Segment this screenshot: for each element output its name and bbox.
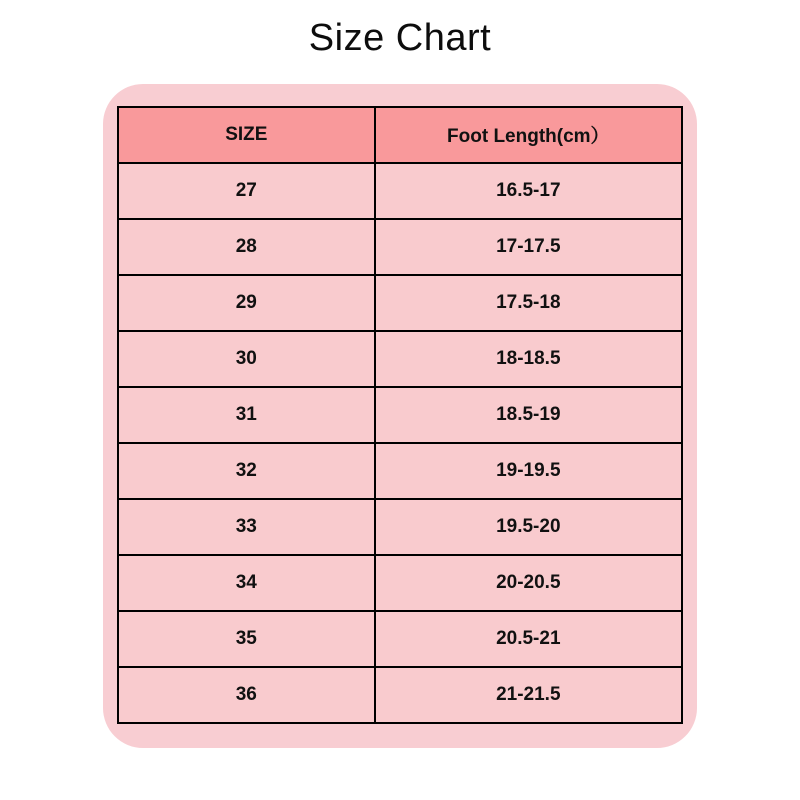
table-row <box>118 331 682 387</box>
foot-length-cell: 19-19.5 <box>375 443 682 499</box>
table-header-row <box>118 107 682 163</box>
table-row <box>118 163 682 219</box>
table-row <box>118 387 682 443</box>
size-cell: 28 <box>118 219 375 275</box>
size-cell: 33 <box>118 499 375 555</box>
size-cell: 27 <box>118 163 375 219</box>
page-title: Size Chart <box>308 17 492 59</box>
size-cell: 30 <box>118 331 375 387</box>
foot-length-cell: 20-20.5 <box>375 555 682 611</box>
foot-length-cell: 17-17.5 <box>375 219 682 275</box>
table-row <box>118 611 682 667</box>
foot-length-cell: 18.5-19 <box>375 387 682 443</box>
foot-length-cell: 21-21.5 <box>375 667 682 723</box>
size-cell: 36 <box>118 667 375 723</box>
foot-length-cell: 20.5-21 <box>375 611 682 667</box>
table-row <box>118 219 682 275</box>
size-chart-table <box>117 106 683 724</box>
size-chart-panel <box>103 84 697 748</box>
table-row <box>118 499 682 555</box>
table-row <box>118 667 682 723</box>
size-cell: 35 <box>118 611 375 667</box>
size-cell: 32 <box>118 443 375 499</box>
table-row <box>118 443 682 499</box>
foot-length-cell: 17.5-18 <box>375 275 682 331</box>
column-header-size: SIZE <box>118 107 375 163</box>
foot-length-cell: 18-18.5 <box>375 331 682 387</box>
column-header-foot-length: Foot Length(cm） <box>375 107 682 163</box>
size-cell: 34 <box>118 555 375 611</box>
size-cell: 31 <box>118 387 375 443</box>
table-row <box>118 555 682 611</box>
foot-length-cell: 19.5-20 <box>375 499 682 555</box>
size-cell: 29 <box>118 275 375 331</box>
foot-length-cell: 16.5-17 <box>375 163 682 219</box>
table-row <box>118 275 682 331</box>
